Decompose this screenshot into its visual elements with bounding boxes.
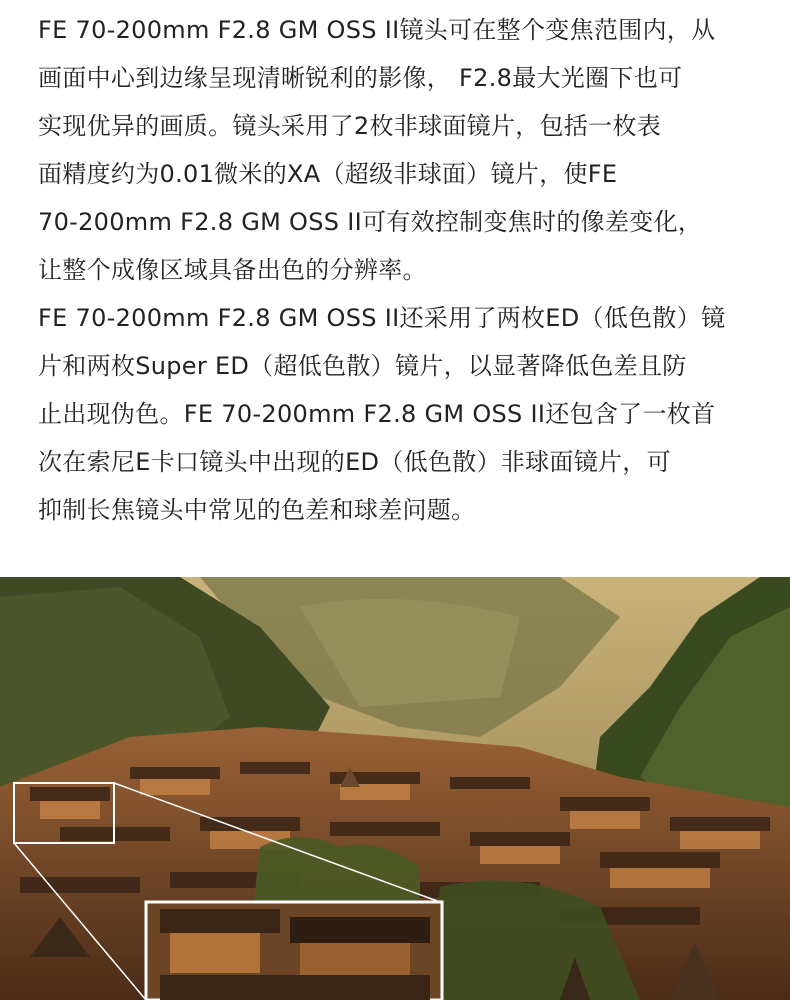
zoom-inset <box>146 902 442 1000</box>
paragraph-2: FE 70-200mm F2.8 GM OSS II还采用了两枚ED（低色散）镜 片和两枚Super ED（超低色散）镜片，以显著降低色差且防 止出现伪色。FE 70-200mm F2.8 GM OSS II还包含了一枚首 次在索尼E卡口镜头中出现的ED（低色散）非球面镜片，可 抑制长焦镜头中常见的色差和球差问题。 <box>38 304 726 524</box>
paragraph-1: FE 70-200mm F2.8 GM OSS II镜头可在整个变焦范围内，从 画面中心到边缘呈现清晰锐利的影像， F2.8最大光圈下也可 实现优异的画质。镜头采用了2枚非球面镜片，包括一枚表 面精度约为0.01微米的XA（超级非球面）镜片，使FE 70-200mm F2.8 GM OSS II可有效控制变焦时的像差变化， 让整个成像区域具备出色的分辨率。 <box>38 16 716 284</box>
village-landscape-photo <box>0 577 790 1000</box>
description-text <box>38 6 768 534</box>
village-landscape-illustration <box>0 577 790 1000</box>
